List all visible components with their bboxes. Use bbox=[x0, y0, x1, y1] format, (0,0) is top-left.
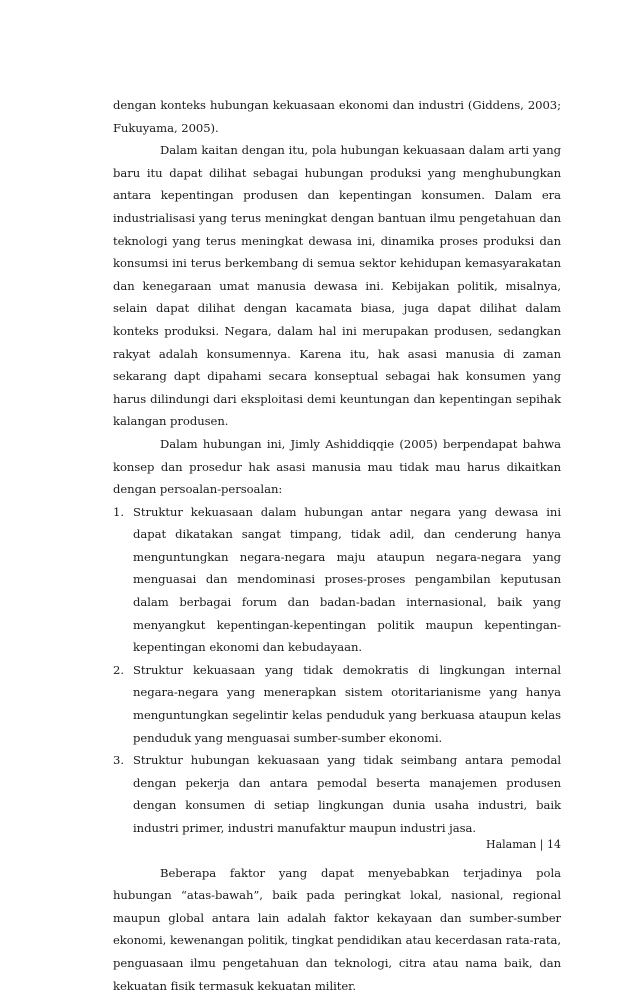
list-item-number: 1. bbox=[113, 504, 124, 519]
list-item-text: Struktur kekuasaan dalam hubungan antar negara yang dewasa ini dapat dikatakan sangat timpang, tidak adil, dan cenderung hanya menguntungkan negara-negara maju ataupun negara-negara yang menguasai dan mendominasi proses-proses pengambilan keputusan dalam berbagai forum dan badan-badan internasional, baik yang menyangkut kepentingan-kepentingan politik maupun kepentingan-kepentingan ekonomi dan kebudayaan. bbox=[133, 504, 561, 655]
list-item-text: Struktur hubungan kekuasaan yang tidak seimbang antara pemodal dengan pekerja dan antara pemodal beserta manajemen produsen dengan konsumen di setiap lingkungan dunia usaha industri, baik industri primer, industri manufaktur maupun industri jasa. bbox=[133, 753, 561, 835]
list-item-text: Struktur kekuasaan yang tidak demokratis di lingkungan internal negara-negara yang menerapkan sistem otoritarianisme yang hanya menguntungkan segelintir kelas penduduk yang berkuasa ataupun kelas penduduk yang menguasai sumber-sumber ekonomi. bbox=[133, 662, 561, 745]
paragraph-factors: Beberapa faktor yang dapat menyebabkan terjadinya pola hubungan “atas-bawah”, baik pada peringkat lokal, nasional, regional maupun global antara lain adalah faktor kekayaan dan sumber-sumber ekonomi, kewenangan politik, tingkat pendidikan atau kecerdasan rata-rata, penguasaan ilmu pengetahuan dan teknologi, citra atau nama baik, dan kekuatan fisik termasuk kekuatan militer. bbox=[113, 865, 561, 993]
paragraph-continuation: dengan konteks hubungan kekuasaan ekonomi dan industri (Giddens, 2003; Fukuyama, 2005). bbox=[113, 98, 561, 135]
paragraph-power-relations: Dalam kaitan dengan itu, pola hubungan kekuasaan dalam arti yang baru itu dapat dilihat sebagai hubungan produksi yang menghubungkan antara kepentingan produsen dan kepentingan konsumen. Dalam era industrialisasi yang terus meningkat dengan bantuan ilmu pengetahuan dan teknologi yang terus meningkat dewasa ini, dinamika proses produksi dan konsumsi ini terus berkembang di semua sektor kehidupan kemasyarakatan dan kenegaraan umat manusia dewasa ini. Kebijakan politik, misalnya, selain dapat dilihat dengan kacamata biasa, juga dapat dilihat dalam konteks produksi. Negara, dalam hal ini merupakan produsen, sedangkan rakyat adalah konsumennya. Karena itu, hak asasi manusia di zaman sekarang dapt dipahami secara konseptual sebagai hak konsumen yang harus dilindungi dari eksploitasi demi keuntungan dan kepentingan sepihak kalangan produsen. bbox=[113, 143, 561, 429]
paragraph-jimly-opinion: Dalam hubungan ini, Jimly Ashiddiqqie (2005) berpendapat bahwa konsep dan prosedur hak asasi manusia mau tidak mau harus dikaitkan dengan persoalan-persoalan: bbox=[113, 436, 561, 497]
list-item bbox=[113, 659, 561, 749]
issues-list bbox=[113, 501, 561, 840]
list-item bbox=[113, 501, 561, 659]
page-body bbox=[113, 94, 561, 997]
page-number: Halaman | 14 bbox=[486, 838, 561, 851]
list-item-number: 2. bbox=[113, 662, 124, 677]
list-item-number: 3. bbox=[113, 753, 124, 768]
list-item bbox=[113, 749, 561, 839]
